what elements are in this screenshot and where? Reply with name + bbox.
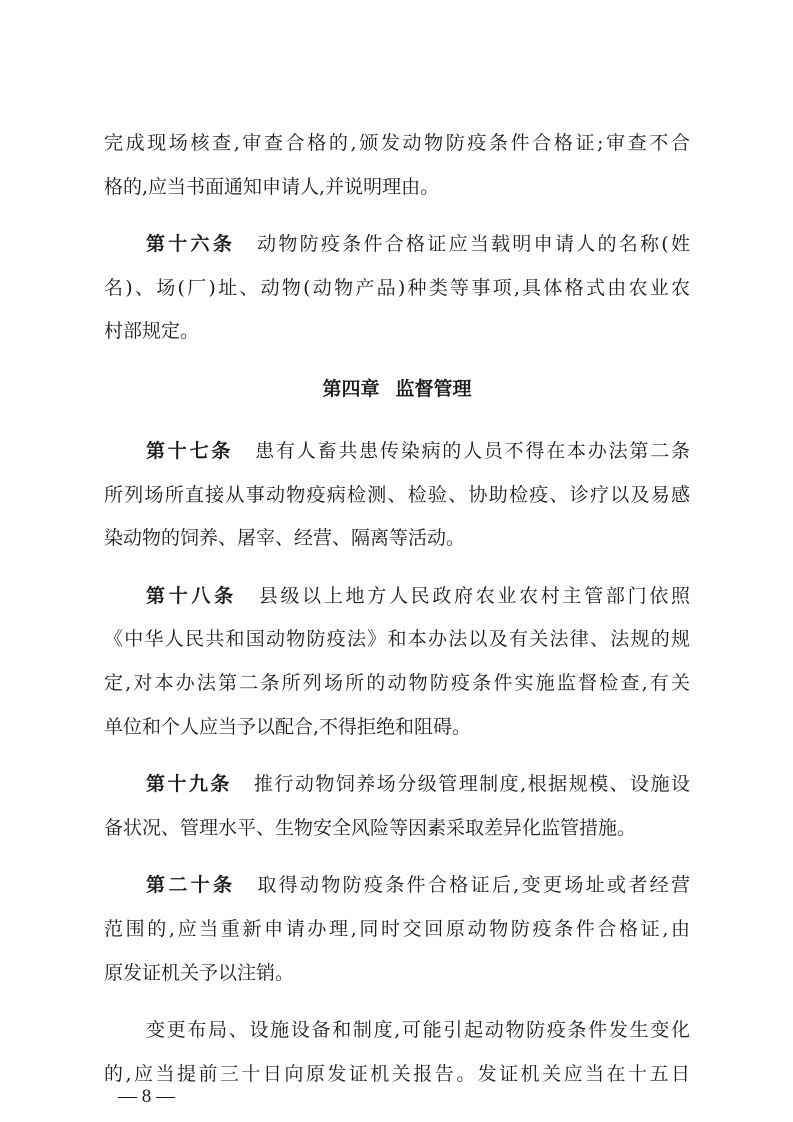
text-line [104, 958, 690, 1002]
paragraph [104, 581, 690, 755]
chapter-heading [104, 374, 690, 422]
line-text: 备状况、管理水平、生物安全风险等因素采取差异化监管措施。 [104, 816, 637, 839]
paragraph [104, 436, 690, 567]
line-text: 县级以上地方人民政府农业农村主管部门依照 [258, 584, 690, 607]
text-line [104, 769, 690, 813]
article-number: 第十八条 [146, 584, 237, 607]
text-line [104, 436, 690, 480]
text-line [104, 128, 690, 172]
text-line [104, 480, 690, 524]
text-line [104, 1059, 690, 1103]
document-body [104, 128, 690, 1116]
line-text: 完成现场核查,审查合格的,颁发动物防疫条件合格证;审查不合 [104, 132, 690, 154]
line-text: 单位和个人应当予以配合,不得拒绝和阻碍。 [104, 715, 472, 738]
text-line [104, 668, 690, 712]
text-line [104, 523, 690, 567]
line-text: 动物防疫条件合格证应当载明申请人的名称(姓 [257, 233, 690, 256]
line-text: 的,应当提前三十日向原发证机关报告。发证机关应当在十五日 [104, 1062, 690, 1085]
line-text: 定,对本办法第二条所列场所的动物防疫条件实施监督检查,有关 [104, 671, 690, 694]
article-number: 第二十条 [146, 874, 236, 897]
page-number: — 8 — [118, 1086, 175, 1107]
text-line [104, 316, 690, 360]
text-line [104, 813, 690, 857]
line-text: 范围的,应当重新申请办理,同时交回原动物防疫条件合格证,由 [104, 917, 690, 940]
line-text: 名)、场(厂)址、动物(动物产品)种类等事项,具体格式由农业农 [104, 276, 690, 299]
chapter-title: 监督管理 [395, 377, 472, 400]
line-text: 所列场所直接从事动物疫病检测、检验、协助检疫、诊疗以及易感 [104, 483, 690, 506]
article-number: 第十九条 [146, 773, 232, 796]
chapter-number: 第四章 [322, 377, 380, 400]
text-line [104, 914, 690, 958]
paragraph [104, 769, 690, 856]
text-line [104, 172, 690, 216]
line-text: 格的,应当书面通知申请人,并说明理由。 [104, 175, 440, 198]
paragraph [104, 1015, 690, 1102]
line-text: 原发证机关予以注销。 [104, 961, 295, 984]
paragraph [104, 229, 690, 360]
text-line [104, 273, 690, 317]
line-text: 染动物的饲养、屠宰、经营、隔离等活动。 [104, 527, 466, 550]
article-number: 第十六条 [146, 233, 236, 256]
line-text: 《中华人民共和国动物防疫法》和本办法以及有关法律、法规的规 [104, 628, 690, 651]
paragraph [104, 128, 690, 215]
text-line [104, 581, 690, 625]
text-line [104, 870, 690, 914]
line-text: 患有人畜共患传染病的人员不得在本办法第二条 [255, 439, 690, 462]
text-line [104, 1015, 690, 1059]
text-line [104, 624, 690, 668]
line-text: 变更布局、设施设备和制度,可能引起动物防疫条件发生变化 [146, 1019, 690, 1042]
line-text: 取得动物防疫条件合格证后,变更场址或者经营 [257, 874, 690, 897]
paragraph [104, 870, 690, 1001]
line-text: 村部规定。 [104, 320, 200, 343]
line-text: 推行动物饲养场分级管理制度,根据规模、设施设 [253, 773, 690, 796]
text-line [104, 229, 690, 273]
article-number: 第十七条 [146, 439, 234, 462]
text-line [104, 712, 690, 756]
